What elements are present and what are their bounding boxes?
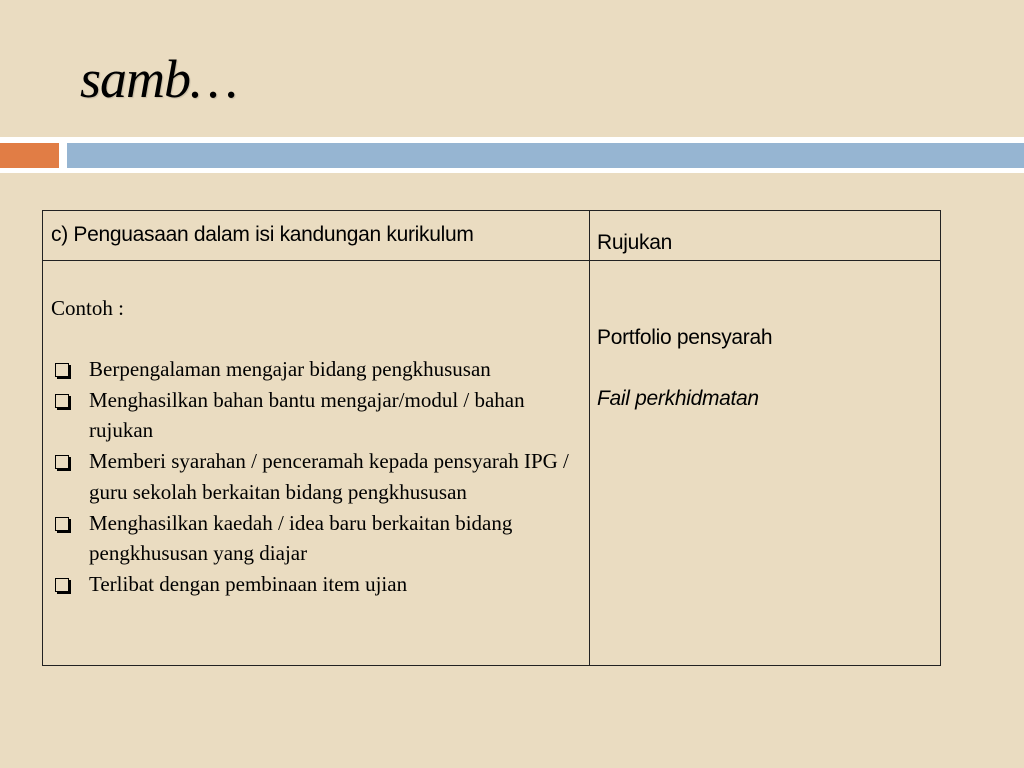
list-item (51, 385, 579, 446)
list-item (51, 508, 579, 569)
blue-accent-bar (67, 143, 1024, 168)
list-item-text: Berpengalaman mengajar bidang pengkhususan (89, 357, 491, 381)
list-item (51, 569, 579, 600)
checkbox-icon (55, 517, 69, 531)
list-item-text: Memberi syarahan / penceramah kepada pensyarah IPG / guru sekolah berkaitan bidang pengkhususan (89, 449, 569, 504)
list-item-text: Menghasilkan bahan bantu mengajar/modul / bahan rujukan (89, 387, 525, 443)
header-cell-reference: Rujukan (590, 211, 941, 261)
list-item (51, 354, 579, 385)
examples-cell (43, 261, 590, 666)
header-cell-criteria: c) Penguasaan dalam isi kandungan kurikulum (43, 211, 590, 261)
checkbox-icon (55, 394, 69, 408)
list-item-text: Menghasilkan kaedah / idea baru berkaitan bidang pengkhususan yang diajar (89, 510, 513, 566)
table-body-row (43, 261, 941, 666)
examples-label: Contoh : (51, 296, 124, 320)
criteria-table (42, 210, 941, 666)
checkbox-icon (55, 578, 69, 592)
table-header-row (43, 211, 941, 261)
checkbox-icon (55, 455, 69, 469)
reference-service-file: Fail perkhidmatan (597, 387, 759, 410)
list-item (51, 446, 579, 507)
slide-title: samb… (80, 49, 238, 109)
references-cell (590, 261, 941, 666)
list-item-text: Terlibat dengan pembinaan item ujian (89, 571, 408, 596)
orange-accent-bar (0, 143, 59, 168)
reference-portfolio: Portfolio pensyarah (597, 326, 773, 349)
examples-list (51, 354, 579, 600)
checkbox-icon (55, 363, 69, 377)
